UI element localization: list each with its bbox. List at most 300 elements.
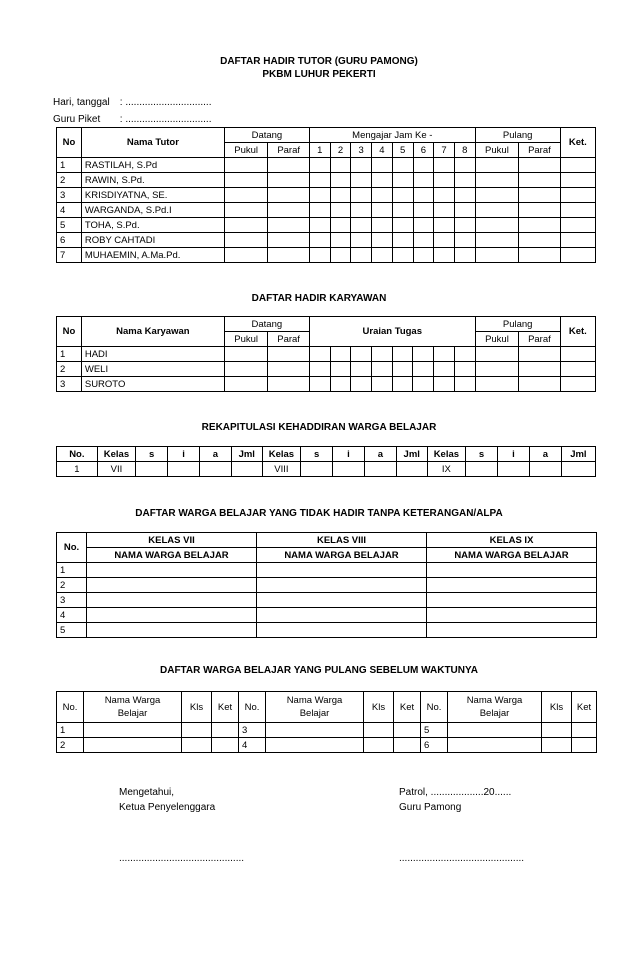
- sub-leave-sign: Paraf: [519, 143, 560, 158]
- tutor-cell[interactable]: [413, 158, 434, 173]
- tutor-cell[interactable]: [560, 188, 595, 203]
- staff-cell[interactable]: [560, 362, 595, 377]
- tutor-cell[interactable]: [475, 203, 519, 218]
- tutor-cell[interactable]: [268, 218, 309, 233]
- tutor-cell[interactable]: [392, 188, 413, 203]
- absent-row-no: 2: [57, 578, 87, 593]
- tutor-cell[interactable]: [434, 248, 455, 263]
- recap-col-total: Jml: [396, 447, 427, 462]
- absent-name-header: NAMA WARGA BELAJAR: [87, 548, 257, 563]
- early-cell[interactable]: [212, 738, 239, 753]
- tutor-cell[interactable]: [413, 173, 434, 188]
- early-cell[interactable]: [448, 723, 542, 738]
- tutor-cell[interactable]: [330, 218, 351, 233]
- tutor-cell[interactable]: [224, 248, 268, 263]
- tutor-cell[interactable]: [351, 233, 372, 248]
- recap-cell[interactable]: [136, 462, 168, 477]
- tutor-cell[interactable]: [372, 218, 393, 233]
- absent-cell[interactable]: [257, 563, 427, 578]
- early-col-name-line1: Nama Warga: [104, 695, 161, 706]
- tutor-cell[interactable]: [434, 158, 455, 173]
- tutor-cell[interactable]: [454, 173, 475, 188]
- early-cell[interactable]: [542, 738, 572, 753]
- tutor-cell[interactable]: [413, 188, 434, 203]
- tutor-cell[interactable]: [224, 233, 268, 248]
- recap-col-a: a: [199, 447, 231, 462]
- early-leave-section-title: DAFTAR WARGA BELAJAR YANG PULANG SEBELUM WAKTUNYA: [160, 665, 478, 676]
- tutor-cell[interactable]: [351, 218, 372, 233]
- staff-cell[interactable]: [268, 377, 309, 392]
- tutor-cell[interactable]: [224, 218, 268, 233]
- early-col-name: [266, 692, 364, 723]
- staff-col-no: No: [57, 317, 82, 347]
- tutor-cell[interactable]: [434, 188, 455, 203]
- tutor-cell[interactable]: [454, 218, 475, 233]
- absent-cell[interactable]: [257, 593, 427, 608]
- hour-col-4: 4: [372, 143, 393, 158]
- early-cell[interactable]: [572, 723, 597, 738]
- tutor-row: [57, 248, 596, 263]
- staff-col-name: Nama Karyawan: [81, 317, 224, 347]
- absent-name-header: NAMA WARGA BELAJAR: [427, 548, 597, 563]
- staff-col-arrive: Datang: [224, 317, 309, 332]
- tutor-cell[interactable]: [372, 158, 393, 173]
- absent-col-no: No.: [57, 533, 87, 563]
- staff-cell[interactable]: [309, 377, 330, 392]
- tutor-cell[interactable]: [475, 218, 519, 233]
- tutor-cell[interactable]: [392, 203, 413, 218]
- col-arrive: Datang: [224, 128, 309, 143]
- absent-class-header: KELAS VII: [87, 533, 257, 548]
- date-value: : ...............................: [119, 97, 212, 108]
- early-cell[interactable]: [364, 738, 394, 753]
- recap-col-a: a: [364, 447, 396, 462]
- tutor-cell[interactable]: [475, 158, 519, 173]
- tutor-cell[interactable]: [454, 158, 475, 173]
- tutor-cell[interactable]: [309, 233, 330, 248]
- recap-row-no: 1: [57, 462, 98, 477]
- absent-students-table: [56, 532, 597, 638]
- staff-cell[interactable]: [413, 362, 434, 377]
- tutor-cell[interactable]: [519, 173, 560, 188]
- staff-row-name: SUROTO: [81, 377, 224, 392]
- tutor-cell[interactable]: [392, 158, 413, 173]
- early-row-no: 4: [239, 738, 266, 753]
- tutor-row-name: KRISDIYATNA, SE.: [81, 188, 224, 203]
- tutor-row-no: 4: [57, 203, 82, 218]
- tutor-cell[interactable]: [330, 248, 351, 263]
- staff-sub-arrive-sign: Paraf: [268, 332, 309, 347]
- staff-col-leave: Pulang: [475, 317, 560, 332]
- tutor-cell[interactable]: [560, 218, 595, 233]
- early-leave-table: [56, 691, 597, 753]
- early-cell[interactable]: [84, 738, 182, 753]
- staff-cell[interactable]: [351, 347, 372, 362]
- absent-cell[interactable]: [257, 578, 427, 593]
- tutor-cell[interactable]: [268, 158, 309, 173]
- absent-class-header: KELAS IX: [427, 533, 597, 548]
- tutor-cell[interactable]: [351, 173, 372, 188]
- staff-cell[interactable]: [475, 347, 519, 362]
- tutor-cell[interactable]: [330, 203, 351, 218]
- absent-cell[interactable]: [257, 608, 427, 623]
- staff-cell[interactable]: [330, 347, 351, 362]
- staff-col-note: Ket.: [560, 317, 595, 347]
- staff-cell[interactable]: [309, 347, 330, 362]
- tutor-cell[interactable]: [413, 248, 434, 263]
- absent-cell[interactable]: [87, 563, 257, 578]
- absent-cell[interactable]: [87, 608, 257, 623]
- tutor-cell[interactable]: [372, 233, 393, 248]
- absent-cell[interactable]: [427, 608, 597, 623]
- early-cell[interactable]: [182, 738, 212, 753]
- absent-cell[interactable]: [87, 623, 257, 638]
- hour-col-2: 2: [330, 143, 351, 158]
- staff-cell[interactable]: [268, 347, 309, 362]
- tutor-cell[interactable]: [268, 173, 309, 188]
- staff-sub-leave-sign: Paraf: [519, 332, 560, 347]
- tutor-cell[interactable]: [454, 233, 475, 248]
- staff-cell[interactable]: [560, 347, 595, 362]
- early-col-name-line2: Belajar: [117, 708, 148, 719]
- sub-arrive-time: Pukul: [224, 143, 268, 158]
- staff-cell[interactable]: [224, 362, 268, 377]
- early-row-no: 2: [57, 738, 84, 753]
- page-subtitle: PKBM LUHUR PEKERTI: [262, 69, 376, 80]
- staff-cell[interactable]: [330, 377, 351, 392]
- recap-class-value: IX: [427, 462, 466, 477]
- signature-left: [119, 785, 215, 815]
- tutor-cell[interactable]: [351, 203, 372, 218]
- early-cell[interactable]: [182, 723, 212, 738]
- duty-value: : ...............................: [119, 114, 212, 125]
- staff-cell[interactable]: [268, 362, 309, 377]
- tutor-cell[interactable]: [309, 218, 330, 233]
- tutor-cell[interactable]: [560, 158, 595, 173]
- duty-line: [53, 113, 211, 126]
- tutor-cell[interactable]: [560, 248, 595, 263]
- tutor-cell[interactable]: [519, 203, 560, 218]
- recap-col-class: Kelas: [427, 447, 466, 462]
- recap-col-total: Jml: [231, 447, 262, 462]
- staff-row: [57, 377, 596, 392]
- tutor-row-name: RAWIN, S.Pd.: [81, 173, 224, 188]
- staff-sub-arrive-time: Pukul: [224, 332, 268, 347]
- tutor-cell[interactable]: [392, 173, 413, 188]
- recap-cell[interactable]: [529, 462, 561, 477]
- signature-left-line1: Mengetahui,: [119, 787, 175, 798]
- hour-col-7: 7: [434, 143, 455, 158]
- staff-col-task: Uraian Tugas: [309, 317, 475, 347]
- tutor-cell[interactable]: [475, 188, 519, 203]
- early-cell[interactable]: [266, 738, 364, 753]
- tutor-cell[interactable]: [268, 248, 309, 263]
- recap-col-s: s: [466, 447, 498, 462]
- tutor-cell[interactable]: [434, 233, 455, 248]
- staff-cell[interactable]: [309, 362, 330, 377]
- absent-cell[interactable]: [257, 623, 427, 638]
- tutor-cell[interactable]: [309, 173, 330, 188]
- tutor-cell[interactable]: [309, 248, 330, 263]
- tutor-cell[interactable]: [268, 188, 309, 203]
- absent-row: [57, 623, 597, 638]
- tutor-cell[interactable]: [519, 233, 560, 248]
- early-col-no: No.: [239, 692, 266, 723]
- date-label: Hari, tanggal: [53, 97, 110, 108]
- tutor-cell[interactable]: [454, 203, 475, 218]
- staff-cell[interactable]: [560, 377, 595, 392]
- recap-cell[interactable]: [364, 462, 396, 477]
- tutor-cell[interactable]: [351, 188, 372, 203]
- tutor-row-no: 1: [57, 158, 82, 173]
- tutor-row-name: ROBY CAHTADI: [81, 233, 224, 248]
- staff-cell[interactable]: [392, 347, 413, 362]
- staff-row-no: 2: [57, 362, 82, 377]
- absent-row: [57, 608, 597, 623]
- tutor-row: [57, 158, 596, 173]
- duty-label: Guru Piket: [53, 114, 101, 125]
- staff-row-name: HADI: [81, 347, 224, 362]
- tutor-row: [57, 173, 596, 188]
- tutor-cell[interactable]: [413, 218, 434, 233]
- absent-cell[interactable]: [427, 578, 597, 593]
- tutor-cell[interactable]: [351, 158, 372, 173]
- tutor-cell[interactable]: [330, 173, 351, 188]
- absent-cell[interactable]: [87, 578, 257, 593]
- tutor-row-no: 5: [57, 218, 82, 233]
- early-row: [57, 738, 597, 753]
- tutor-cell[interactable]: [351, 248, 372, 263]
- col-tutor-name: Nama Tutor: [81, 128, 224, 158]
- absent-cell[interactable]: [427, 593, 597, 608]
- absent-section-title: DAFTAR WARGA BELAJAR YANG TIDAK HADIR TANPA KETERANGAN/ALPA: [135, 508, 503, 519]
- signature-left-line2: Ketua Penyelenggara: [119, 802, 216, 813]
- early-col-name-line2: Belajar: [299, 708, 330, 719]
- recap-cell[interactable]: [396, 462, 427, 477]
- staff-cell[interactable]: [454, 347, 475, 362]
- recap-class-value: VIII: [262, 462, 301, 477]
- early-col-class: Kls: [182, 692, 212, 723]
- staff-cell[interactable]: [392, 377, 413, 392]
- staff-cell[interactable]: [371, 377, 392, 392]
- tutor-row-no: 3: [57, 188, 82, 203]
- early-cell[interactable]: [84, 723, 182, 738]
- tutor-cell[interactable]: [268, 233, 309, 248]
- staff-sub-leave-time: Pukul: [475, 332, 519, 347]
- staff-row-no: 1: [57, 347, 82, 362]
- recap-col-class: Kelas: [97, 447, 136, 462]
- recap-col-no: No.: [57, 447, 98, 462]
- tutor-cell[interactable]: [413, 233, 434, 248]
- absent-row-no: 4: [57, 608, 87, 623]
- staff-cell[interactable]: [475, 377, 519, 392]
- early-row-no: 5: [421, 723, 448, 738]
- staff-cell[interactable]: [371, 362, 392, 377]
- tutor-cell[interactable]: [372, 188, 393, 203]
- early-col-no: No.: [57, 692, 84, 723]
- staff-attendance-table: [56, 316, 596, 392]
- absent-row: [57, 593, 597, 608]
- tutor-cell[interactable]: [224, 188, 268, 203]
- recap-section-title: REKAPITULASI KEHADDIRAN WARGA BELAJAR: [201, 422, 437, 433]
- staff-cell[interactable]: [330, 362, 351, 377]
- staff-cell[interactable]: [454, 362, 475, 377]
- tutor-cell[interactable]: [309, 188, 330, 203]
- hour-col-6: 6: [413, 143, 434, 158]
- tutor-cell[interactable]: [475, 173, 519, 188]
- signature-right-line2: Guru Pamong: [399, 802, 462, 813]
- tutor-cell[interactable]: [224, 203, 268, 218]
- recap-cell[interactable]: [301, 462, 333, 477]
- staff-cell[interactable]: [475, 362, 519, 377]
- early-col-class: Kls: [364, 692, 394, 723]
- recap-cell[interactable]: [498, 462, 530, 477]
- staff-row-name: WELI: [81, 362, 224, 377]
- tutor-cell[interactable]: [224, 173, 268, 188]
- tutor-cell[interactable]: [392, 218, 413, 233]
- tutor-cell[interactable]: [519, 248, 560, 263]
- tutor-row-name: RASTILAH, S.Pd: [81, 158, 224, 173]
- tutor-cell[interactable]: [434, 173, 455, 188]
- recap-cell[interactable]: [231, 462, 262, 477]
- recap-col-class: Kelas: [262, 447, 301, 462]
- early-cell[interactable]: [394, 723, 421, 738]
- tutor-cell[interactable]: [372, 203, 393, 218]
- early-col-name-line2: Belajar: [479, 708, 510, 719]
- staff-cell[interactable]: [371, 347, 392, 362]
- staff-cell[interactable]: [413, 377, 434, 392]
- tutor-cell[interactable]: [309, 158, 330, 173]
- hour-col-8: 8: [454, 143, 475, 158]
- tutor-cell[interactable]: [560, 203, 595, 218]
- recap-col-i: i: [498, 447, 530, 462]
- col-teaching-hours: Mengajar Jam Ke -: [309, 128, 475, 143]
- absent-row-no: 1: [57, 563, 87, 578]
- early-row-no: 6: [421, 738, 448, 753]
- col-leave: Pulang: [475, 128, 560, 143]
- tutor-row: [57, 188, 596, 203]
- recap-class-value: VII: [97, 462, 136, 477]
- staff-cell[interactable]: [351, 377, 372, 392]
- early-cell[interactable]: [364, 723, 394, 738]
- tutor-row: [57, 218, 596, 233]
- tutor-cell[interactable]: [330, 158, 351, 173]
- tutor-cell[interactable]: [434, 218, 455, 233]
- staff-cell[interactable]: [519, 362, 560, 377]
- early-row-no: 3: [239, 723, 266, 738]
- tutor-cell[interactable]: [475, 248, 519, 263]
- tutor-cell[interactable]: [330, 233, 351, 248]
- absent-cell[interactable]: [427, 563, 597, 578]
- staff-cell[interactable]: [519, 347, 560, 362]
- staff-cell[interactable]: [392, 362, 413, 377]
- staff-cell[interactable]: [519, 377, 560, 392]
- tutor-cell[interactable]: [454, 188, 475, 203]
- tutor-row-no: 2: [57, 173, 82, 188]
- signature-right-line1: Patrol, ...................20......: [399, 787, 512, 798]
- tutor-cell[interactable]: [372, 173, 393, 188]
- early-cell[interactable]: [542, 723, 572, 738]
- tutor-row-name: MUHAEMIN, A.Ma.Pd.: [81, 248, 224, 263]
- early-cell[interactable]: [266, 723, 364, 738]
- absent-cell[interactable]: [427, 623, 597, 638]
- staff-cell[interactable]: [351, 362, 372, 377]
- tutor-cell[interactable]: [330, 188, 351, 203]
- staff-cell[interactable]: [434, 377, 455, 392]
- staff-cell[interactable]: [224, 347, 268, 362]
- staff-cell[interactable]: [224, 377, 268, 392]
- early-col-name: [84, 692, 182, 723]
- tutor-cell[interactable]: [372, 248, 393, 263]
- absent-class-header: KELAS VIII: [257, 533, 427, 548]
- recap-col-s: s: [136, 447, 168, 462]
- recap-cell[interactable]: [168, 462, 200, 477]
- signature-left-blank: .............................................: [119, 853, 245, 864]
- recap-cell[interactable]: [199, 462, 231, 477]
- early-col-no: No.: [421, 692, 448, 723]
- tutor-cell[interactable]: [519, 218, 560, 233]
- recap-col-i: i: [333, 447, 365, 462]
- hour-col-5: 5: [392, 143, 413, 158]
- tutor-cell[interactable]: [309, 203, 330, 218]
- absent-cell[interactable]: [87, 593, 257, 608]
- staff-cell[interactable]: [454, 377, 475, 392]
- signature-right-blank: .............................................: [399, 853, 525, 864]
- absent-row: [57, 578, 597, 593]
- tutor-cell[interactable]: [392, 233, 413, 248]
- early-cell[interactable]: [394, 738, 421, 753]
- early-col-name-line1: Nama Warga: [286, 695, 343, 706]
- early-col-name-line1: Nama Warga: [466, 695, 523, 706]
- tutor-attendance-table: [56, 127, 596, 263]
- early-cell[interactable]: [212, 723, 239, 738]
- tutor-cell[interactable]: [475, 233, 519, 248]
- recap-cell[interactable]: [333, 462, 365, 477]
- staff-cell[interactable]: [434, 362, 455, 377]
- early-cell[interactable]: [572, 738, 597, 753]
- tutor-cell[interactable]: [434, 203, 455, 218]
- staff-cell[interactable]: [413, 347, 434, 362]
- recap-cell[interactable]: [561, 462, 595, 477]
- staff-cell[interactable]: [434, 347, 455, 362]
- tutor-row-no: 6: [57, 233, 82, 248]
- absent-row-no: 5: [57, 623, 87, 638]
- tutor-cell[interactable]: [454, 248, 475, 263]
- early-cell[interactable]: [448, 738, 542, 753]
- tutor-cell[interactable]: [560, 173, 595, 188]
- early-row-no: 1: [57, 723, 84, 738]
- tutor-cell[interactable]: [519, 188, 560, 203]
- col-note: Ket.: [560, 128, 595, 158]
- tutor-cell[interactable]: [413, 203, 434, 218]
- tutor-cell[interactable]: [224, 158, 268, 173]
- early-col-name: [448, 692, 542, 723]
- hour-col-3: 3: [351, 143, 372, 158]
- absent-row-no: 3: [57, 593, 87, 608]
- tutor-cell[interactable]: [560, 233, 595, 248]
- recap-table: [56, 446, 596, 477]
- sub-arrive-sign: Paraf: [268, 143, 309, 158]
- tutor-row-name: WARGANDA, S.Pd.I: [81, 203, 224, 218]
- tutor-cell[interactable]: [268, 203, 309, 218]
- tutor-cell[interactable]: [519, 158, 560, 173]
- recap-cell[interactable]: [466, 462, 498, 477]
- staff-row-no: 3: [57, 377, 82, 392]
- recap-col-s: s: [301, 447, 333, 462]
- date-line: [53, 96, 211, 109]
- tutor-cell[interactable]: [392, 248, 413, 263]
- early-col-note: Ket: [212, 692, 239, 723]
